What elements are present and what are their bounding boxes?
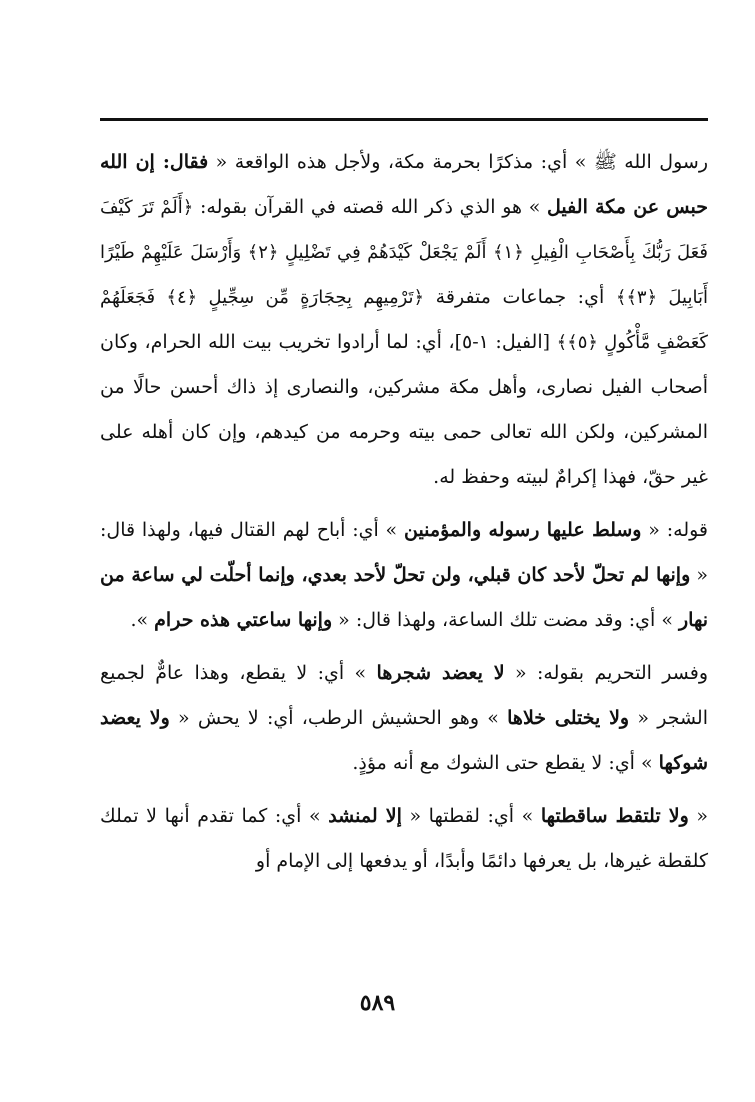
p1-text-2: » هو الذي ذكر الله قصته في القرآن بقوله: [193,196,548,218]
paragraph-1 [100,140,708,500]
p4-text-3: » أي: كما تقدم أنها لا تملك كلقطة غيرها، بل يعرفها دائمًا وأبدًا، أو يدفعها إلى الإمام أو [100,805,708,872]
p2-text-4: ». [130,609,155,631]
p1-quran-verse-2: ﴿تَرْمِيهِم بِحِجَارَةٍ مِّن سِجِّيلٍ ﴿٤﴾ فَجَعَلَهُمْ كَعَصْفٍ مَّأْكُولٍ ﴿٥﴾﴾ [100,287,708,353]
p4-text-2: » أي: لقطتها « [401,805,541,827]
paragraph-4 [100,794,708,884]
p2-hadith-quote-2: وإنها لم تحلّ لأحد كان قبلي، ولن تحلّ لأحد بعدي، وإنما أحلّت لي ساعة من نهار [100,564,708,631]
p3-text-2: » أي: لا يقطع، وهذا عامٌّ لجميع الشجر « [100,662,709,729]
p4-hadith-quote-1: ولا تلتقط ساقطتها [540,805,689,827]
p1-quran-verse-1: ﴿أَلَمْ تَرَ كَيْفَ فَعَلَ رَبُّكَ بِأَصْحَابِ الْفِيلِ ﴿١﴾ أَلَمْ يَجْعَلْ كَيْدَهُمْ فِي تَضْلِيلٍ ﴿٢﴾ وَأَرْسَلَ عَلَيْهِمْ طَيْرًا أَبَابِيلَ ﴿٣﴾﴾ [100,197,708,308]
p3-text-3: » وهو الحشيش الرطب، أي: لا يحش « [169,707,508,729]
p4-text-1: « [688,805,708,827]
main-text [100,140,708,884]
p2-hadith-quote-1: وسلط عليها رسوله والمؤمنين [403,519,642,541]
p1-text-4: [الفيل: ١-٥]، أي: لما أرادوا تخريب بيت الله الحرام، وكان أصحاب الفيل نصارى، وأهل مكة مشركين، والنصارى إذ ذاك أحسن حالًا من المشركين، ولكن الله تعالى حمى بيته وحرمه من كيدهم، وإن كان أهله على غير حقّ، فهذا إكرامٌ لبيته وحفظ له. [100,331,708,488]
p3-text-1: وفسر التحريم بقوله: « [504,662,708,684]
p3-hadith-quote-2: ولا يختلى خلاها [507,707,630,729]
p3-hadith-quote-1: لا يعضد شجرها [376,662,505,684]
p4-hadith-quote-2: إلا لمنشد [328,805,402,827]
p1-hadith-quote: فقال: إن الله حبس عن مكة الفيل [100,151,709,218]
p2-text-2: » أي: أباح لهم القتال فيها، ولهذا قال: « [100,519,709,586]
p2-hadith-quote-3: وإنها ساعتي هذه حرام [154,609,333,631]
p3-text-4: » أي: لا يقطع حتى الشوك مع أنه مؤذٍ. [352,752,659,774]
p2-text-1: قوله: « [641,519,709,541]
p1-text-1: رسول الله ﷺ » أي: مذكرًا بحرمة مكة، ولأجل هذه الواقعة « [208,151,708,173]
paragraph-2 [100,508,708,643]
p2-text-3: » أي: وقد مضت تلك الساعة، ولهذا قال: « [332,609,679,631]
header-rule [100,118,708,121]
p3-hadith-quote-3: ولا يعضد شوكها [100,707,708,774]
paragraph-3 [100,651,708,786]
p1-text-3: أي: جماعات متفرقة [424,286,616,308]
page-number: ٥٨٩ [359,990,396,1016]
